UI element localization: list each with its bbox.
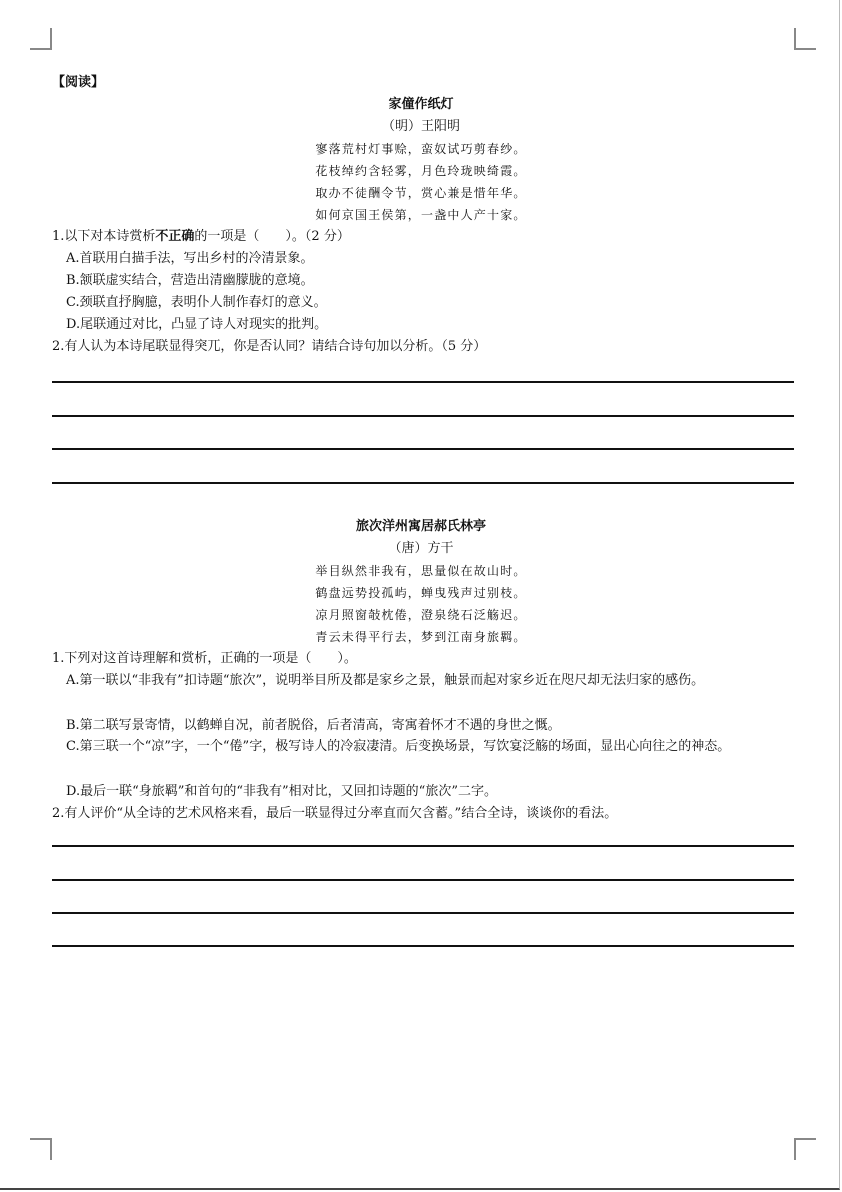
poem1-line: 寥落荒村灯事赊，蛮奴试巧剪春纱。 — [315, 142, 527, 156]
answer-line[interactable] — [52, 845, 794, 847]
crop-mark-bottom-right — [794, 1138, 816, 1160]
poem2-author: （唐）方干 — [388, 541, 454, 556]
answer-line[interactable] — [52, 912, 794, 914]
poem2-q1-option-d: D.最后一联“身旅羁”和首句的“非我有”相对比，又回扣诗题的“旅次”二字。 — [66, 784, 497, 799]
poem1-q1-option-d: D.尾联通过对比，凸显了诗人对现实的批判。 — [66, 317, 328, 332]
poem1-q1-option-b: B.颔联虚实结合，营造出清幽朦胧的意境。 — [66, 273, 314, 288]
q1-stem-post: 的一项是（ ）。（2 分） — [194, 229, 350, 244]
poem1-author: （明）王阳明 — [381, 119, 460, 134]
poem1-line: 如何京国王侯第，一盏中人产十家。 — [315, 208, 527, 222]
answer-line[interactable] — [52, 448, 794, 450]
poem1-question1-stem — [52, 229, 350, 245]
answer-line[interactable] — [52, 415, 794, 417]
poem2-q1-option-a: A.第一联以“非我有”扣诗题“旅次”，说明举目所及都是家乡之景，触景而起对家乡近在咫尺却无法归家的感伤。 — [66, 673, 705, 688]
poem2-question2: 2.有人评价“从全诗的艺术风格来看，最后一联显得过分率直而欠含蓄。”结合全诗，谈谈你的看法。 — [52, 806, 618, 821]
poem2-q1-option-b: B.第二联写景寄情，以鹤蝉自况，前者脱俗，后者清高，寄寓着怀才不遇的身世之慨。 — [66, 718, 561, 733]
answer-line[interactable] — [52, 879, 794, 881]
poem1-title: 家僮作纸灯 — [388, 97, 454, 112]
q1-stem-pre: 1.以下对本诗赏析 — [52, 229, 156, 244]
poem2-line: 举目纵然非我有，思量似在故山时。 — [315, 564, 527, 578]
poem2-title: 旅次洋州寓居郝氏林亭 — [355, 519, 486, 534]
poem2-q1-option-c: C.第三联一个“凉”字，一个“倦”字，极写诗人的冷寂凄清。后变换场景，写饮宴泛觞的场面，显出心向往之的神态。 — [66, 739, 731, 754]
answer-line[interactable] — [52, 482, 794, 484]
poem2-line: 凉月照窗敧枕倦，澄泉绕石泛觞迟。 — [315, 608, 527, 622]
poem1-line: 花枝绰约含轻雾，月色玲珑映绮霞。 — [315, 164, 527, 178]
poem1-line: 取办不徒酬令节，赏心兼是惜年华。 — [315, 186, 527, 200]
q1-stem-emphasis: 不正确 — [155, 229, 195, 244]
poem1-question2: 2.有人认为本诗尾联显得突兀，你是否认同？请结合诗句加以分析。（5 分） — [52, 339, 487, 354]
answer-line[interactable] — [52, 945, 794, 947]
answer-line[interactable] — [52, 381, 794, 383]
poem2-line: 鹤盘远势投孤屿，蝉曳残声过别枝。 — [315, 586, 527, 600]
crop-mark-top-left — [30, 28, 52, 50]
crop-mark-top-right — [794, 28, 816, 50]
poem2-question1-stem: 1.下列对这首诗理解和赏析，正确的一项是（ ）。 — [52, 651, 357, 666]
poem1-q1-option-c: C.颈联直抒胸臆，表明仆人制作春灯的意义。 — [66, 295, 327, 310]
poem1-q1-option-a: A.首联用白描手法，写出乡村的冷清景象。 — [66, 251, 314, 266]
poem2-line: 青云未得平行去，梦到江南身旅羁。 — [315, 630, 527, 644]
crop-mark-bottom-left — [30, 1138, 52, 1160]
section-label: 【阅读】 — [52, 75, 105, 90]
